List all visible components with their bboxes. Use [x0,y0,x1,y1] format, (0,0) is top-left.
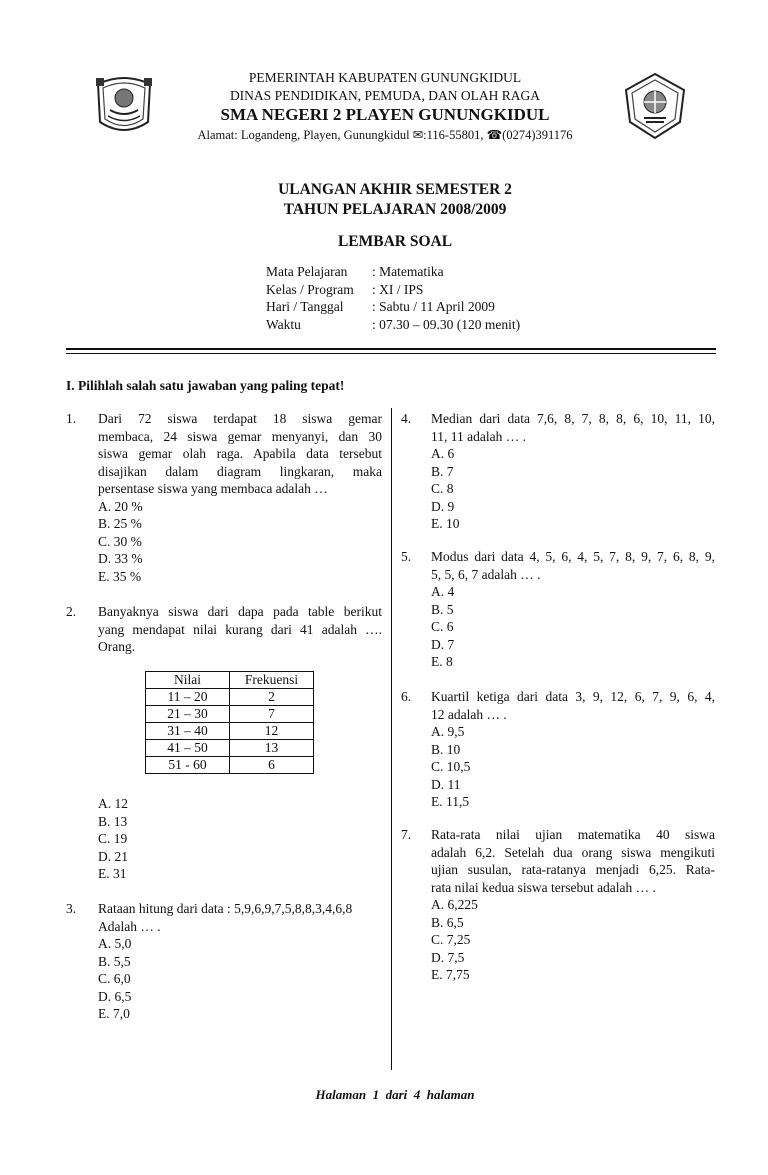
option-d: D. 33 % [98,551,143,566]
table-cell: 7 [230,706,314,723]
info-row-subject [266,263,520,281]
option-b: B. 25 % [98,516,142,531]
stem-line: membaca, 24 siswa gemar menyanyi, dan 30 [98,428,382,444]
option-c: C. 7,25 [431,932,471,947]
question-6 [401,688,717,813]
table-cell: 21 – 30 [146,706,230,723]
stem-line: Rata-rata nilai ujian matematika 40 siswa [431,827,715,842]
question-3 [66,900,386,1025]
table-header-row [146,672,314,689]
info-row-time [266,316,520,334]
question-number: 2. [66,604,77,619]
info-label: Hari / Tanggal [266,299,344,314]
info-value: : XI / IPS [372,281,424,297]
option-c: C. 6,0 [98,971,131,986]
question-number: 7. [401,827,412,842]
academic-year: TAHUN PELAJARAN 2008/2009 [283,201,507,218]
option-b: B. 6,5 [431,914,464,930]
stem-line: adalah 6,2. Setelah dua orang siswa mengikuti [431,844,715,860]
frequency-table [145,671,314,774]
stem-line: ujian susulan, rata-ratanya menjadi 6,25. Rata- [431,862,715,877]
option-e: E. 7,75 [431,967,470,982]
option-d: D. 7 [431,636,455,652]
option-a: A. 6 [431,446,455,461]
option-b: B. 10 [431,741,461,757]
table-cell: 2 [230,689,314,706]
info-label: Waktu [266,316,301,332]
option-b: B. 5 [431,601,454,617]
question-5 [401,548,717,673]
option-a: A. 12 [98,796,128,811]
option-e: E. 35 % [98,568,142,584]
stem-line: Banyaknya siswa dari dapa pada table berikut [98,604,382,619]
stem-line: rata nilai kedua siswa tersebut adalah … . [431,879,656,895]
table-header: Frekuensi [230,672,314,689]
question-7 [401,826,717,986]
question-number: 3. [66,901,77,916]
option-a: A. 20 % [98,498,143,514]
info-value: : Sabtu / 11 April 2009 [372,299,495,314]
info-row-date [266,298,520,316]
stem-line: Modus dari data 4, 5, 6, 4, 5, 7, 8, 9, 7, 6, 8, 9, [431,549,715,564]
option-c: C. 19 [98,831,128,846]
school-name: SMA NEGERI 2 PLAYEN GUNUNGKIDUL [220,105,550,124]
table-row [146,689,314,706]
option-c: C. 8 [431,481,454,496]
table-cell: 13 [230,740,314,757]
page-footer: Halaman 1 dari 4 halaman [315,1087,475,1102]
stem-line: Orang. [98,639,136,654]
exam-title: ULANGAN AKHIR SEMESTER 2 [278,181,512,198]
question-stem [431,410,715,533]
header-divider-thin [66,353,716,354]
table-row [146,723,314,740]
option-e: E. 11,5 [431,794,470,809]
section-instruction: I. Pilihlah salah satu jawaban yang paling tepat! [66,378,345,393]
option-e: E. 8 [431,654,453,669]
option-b: B. 5,5 [98,953,131,969]
option-c: C. 30 % [98,533,142,549]
column-divider [391,408,392,1070]
stem-line: Median dari data 7,6, 8, 7, 8, 8, 6, 10, 11, 10, [431,411,715,426]
option-e: E. 10 [431,516,460,531]
table-row [146,706,314,723]
school-address: Alamat: Logandeng, Playen, Gunungkidul ✉:116-55801, ☎(0274)391176 [197,128,573,142]
table-row [146,740,314,757]
question-4 [401,410,717,535]
question-stem [98,410,382,585]
info-label: Mata Pelajaran [266,264,348,279]
question-2 [66,603,386,663]
info-row-class [266,281,520,299]
table-cell: 12 [230,723,314,740]
table-cell: 6 [230,757,314,774]
option-a: A. 6,225 [431,897,478,912]
option-d: D. 6,5 [98,988,132,1004]
option-b: B. 13 [98,813,128,829]
option-d: D. 9 [431,498,455,514]
option-d: D. 7,5 [431,949,465,965]
sheet-title: LEMBAR SOAL [337,233,453,250]
table-cell: 31 – 40 [146,723,230,740]
info-label: Kelas / Program [266,281,354,297]
option-e: E. 7,0 [98,1006,130,1021]
header-government-line: PEMERINTAH KABUPATEN GUNUNGKIDUL [248,70,522,85]
stem-line: persentase siswa yang membaca adalah … [98,481,328,496]
option-e: E. 31 [98,866,127,881]
header-department-line: DINAS PENDIDIKAN, PEMUDA, DAN OLAH RAGA [229,88,541,103]
option-c: C. 6 [431,619,454,634]
option-a: A. 5,0 [98,936,132,951]
option-a: A. 4 [431,584,455,599]
option-c: C. 10,5 [431,759,471,774]
stem-line: siswa gemar olah raga. Apabila data tersebut [98,446,382,461]
question-stem [98,900,388,1023]
stem-line: Kuartil ketiga dari data 3, 9, 12, 6, 7, 9, 6, 4, [431,689,715,704]
stem-line: 12 adalah … . [431,706,507,722]
table-cell: 51 - 60 [146,757,230,774]
stem-line: disajikan dalam diagram lingkaran, maka [98,463,382,479]
option-b: B. 7 [431,463,454,479]
question-number: 1. [66,411,77,426]
question-number: 4. [401,411,412,426]
question-2-options [98,795,298,885]
stem-line: 5, 5, 6, 7 adalah … . [431,566,541,582]
question-stem [431,826,715,984]
question-stem [431,548,715,671]
exam-info [266,263,520,333]
info-value: : 07.30 – 09.30 (120 menit) [372,316,521,332]
table-row [146,757,314,774]
stem-line: yang mendapat nilai kurang dari 41 adalah …. [98,621,382,637]
table-cell: 41 – 50 [146,740,230,757]
option-a: A. 9,5 [431,724,465,739]
stem-line: Rataan hitung dari data : 5,9,6,9,7,5,8,8,3,4,6,8 [98,901,353,916]
question-1 [66,410,386,590]
question-number: 5. [401,549,412,564]
stem-line: Dari 72 siswa terdapat 18 siswa gemar [98,411,382,426]
question-number: 6. [401,689,412,704]
header-divider-thick [66,348,716,350]
table-header: Nilai [146,672,230,689]
table-cell: 11 – 20 [146,689,230,706]
stem-line: 11, 11 adalah … . [431,428,526,444]
stem-line: Adalah … . [98,918,161,934]
info-value: : Matematika [372,264,444,279]
option-d: D. 21 [98,848,128,864]
question-stem [98,603,382,656]
question-stem [431,688,715,811]
option-d: D. 11 [431,776,461,792]
